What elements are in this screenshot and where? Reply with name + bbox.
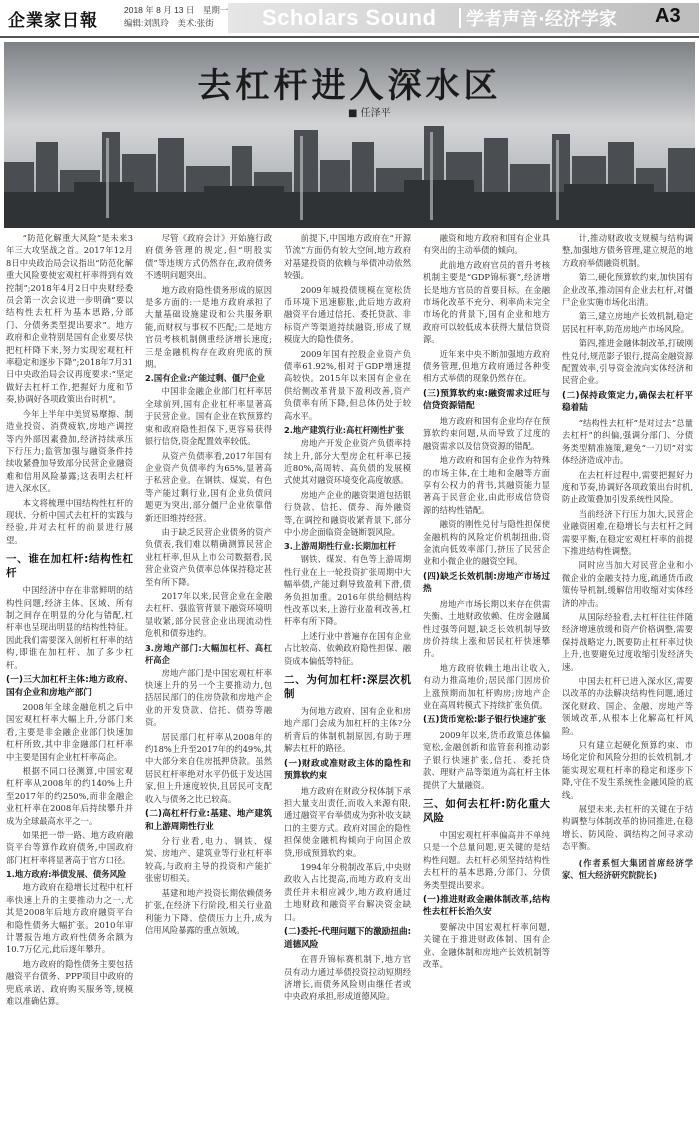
minor-heading: 1.地方政府:举债发展、债务风险 <box>6 869 127 880</box>
paragraph: 中国经济中存在非常鲜明的结构性问题,经济主体、区域、所有制之间存在明显的分化与错配,杠杆率也呈现出明显的结构性特征。因此我们需要深入剖析杠杆率的结构,即谁在加杠杆、加了多少杠杆。 <box>6 585 133 670</box>
paragraph: 1994年分税制改革后,中央财政收入占比提高,而地方政府支出责任并未相应减少,地方政府通过土地财政和融资平台解决资金缺口。 <box>284 862 411 922</box>
paragraph: 同时应当加大对民营企业和小微企业的金融支持力度,疏通货币政策传导机制,缓解信用收缩对实体经济的冲击。 <box>562 560 693 608</box>
section-heading: 二、为何加杠杆:深层次机制 <box>284 674 411 700</box>
editor-credit: 编辑:刘凯玲 美术:张街 <box>124 18 214 28</box>
paragraph: 2008年全球金融危机之后中国宏观杠杆率大幅上升,分部门来看,主要是非金融企业部门快速加杠杆所致,其中非金融部门杠杆率中主要是国有企业杠杆率高企。 <box>6 702 133 762</box>
paragraph: 第三,建立房地产长效机制,稳定居民杠杆率,防范房地产市场风险。 <box>562 311 693 334</box>
paragraph: 地方政府依赖土地出让收入,有动力推高地价;居民部门因房价上涨预期而加杠杆购房;房地产企业在高周转模式下持续扩张负债。 <box>423 662 550 710</box>
header-rule <box>0 36 699 38</box>
author-note: (作者系恒大集团首席经济学家、恒大经济研究院院长) <box>562 857 693 880</box>
newspaper-logo: 企業家日報 <box>8 11 98 31</box>
section-english-title: Scholars Sound <box>262 5 437 30</box>
subsection-heading: (一)三大加杠杆主体:地方政府、国有企业和房地产部门 <box>6 675 133 698</box>
paragraph: 地方政府在稳增长过程中杠杆率快速上升的主要推动力之一,尤其是2008年后地方政府融资平台和隐性债务大幅扩张。2010年审计署报告地方政府性债务余额为10.7万亿元,此后逐年攀升。 <box>6 882 133 955</box>
paragraph: 为何地方政府、国有企业和房地产部门会成为加杠杆的主体?分析背后的体制机制原因,有助于理解去杠杆的路径。 <box>284 706 411 754</box>
paragraph: 由于缺乏民营企业债务的资产负债表,我们难以精确测算民营企业杠杆率,但从上市公司数据看,民营企业资产负债率总体保持稳定甚至有所下降。 <box>145 526 272 587</box>
section-heading: 三、如何去杠杆:防化重大风险 <box>423 797 550 824</box>
subsection-heading: (五)货币宽松:影子银行快速扩张 <box>423 715 547 726</box>
paragraph: 前提下,中国地方政府在“开源节流”方面仍有较大空间,地方政府对基建投资的依赖与举债冲动依然较强。 <box>284 233 411 281</box>
paragraph: 此前地方政府官员的晋升考核机制主要是“GDP锦标赛”,经济增长是地方官员的首要目标。在金融市场化改革不充分、利率尚未完全市场化的背景下,国有企业和地方政府可以较低成本获得大量信贷资源。 <box>423 259 550 345</box>
minor-heading: 3.房地产部门:大幅加杠杆、高杠杆高企 <box>145 642 272 665</box>
text-column-2 <box>145 232 272 1122</box>
hero-image <box>4 42 695 228</box>
section-column-title: 学者声音·经济学家 <box>466 9 617 30</box>
header-meta <box>124 4 228 30</box>
section-heading: 一、谁在加杠杆:结构性杠杆 <box>6 553 133 580</box>
paragraph: 从国际经验看,去杠杆往往伴随经济增速放缓和资产价格调整,需要保持战略定力,既要防止杠杆率过快上升,也要避免过度收缩引发经济失速。 <box>562 611 693 672</box>
paragraph: 尽管《政府会计》开始施行政府债务管理的规定,但“明股实债”等违规方式仍然存在,政府债务不透明问题突出。 <box>145 233 272 281</box>
minor-heading: 2.地产建筑行业:高杠杆刚性扩张 <box>284 425 405 436</box>
paragraph: 分行业看,电力、钢铁、煤炭、房地产、建筑业等行业杠杆率较高,与政府主导的投资和产能扩张密切相关。 <box>145 836 272 884</box>
text-column-1 <box>6 232 133 1122</box>
paragraph: 中国去杠杆已进入深水区,需要以改革的办法解决结构性问题,通过深化财政、国企、金融、房地产等领域改革,从根本上化解高杠杆风险。 <box>562 676 693 736</box>
paragraph: “结构性去杠杆”是对过去“总量去杠杆”的纠偏,强调分部门、分债务类型精准施策,避免“一刀切”对实体经济造成冲击。 <box>562 417 693 466</box>
article-title: 去杠杆进入深水区 <box>197 66 502 106</box>
minor-heading: 3.上游周期性行业:长期加杠杆 <box>284 541 396 552</box>
paragraph: 在晋升锦标赛机制下,地方官员有动力通过举债投资拉动短期经济增长,而债务风险则由继任者或中央政府承担,形成道德风险。 <box>284 954 411 1002</box>
paragraph: 地方政府和国有企业均存在预算软约束问题,从而导致了过度的融资需求以及信贷资源的错配。 <box>423 415 550 451</box>
page-header <box>0 0 699 40</box>
paragraph: 居民部门杠杆率从2008年的约18%上升至2017年的约49%,其中大部分来自住房抵押贷款。虽然居民杠杆率绝对水平仍低于发达国家,但上升速度较快,且居民可支配收入与债务之比已较高。 <box>145 731 272 804</box>
issue-date: 2018 年 8 月 13 日 星期一 <box>124 5 229 15</box>
paragraph: 在去杠杆过程中,需要把握好力度和节奏,协调好各项政策出台时机,防止政策叠加引发系统性风险。 <box>562 469 693 505</box>
paragraph: 地方政府的隐性债务主要包括融资平台债务、PPP项目中政府的兜底承诺、政府购买服务等,规模难以准确估算。 <box>6 958 133 1006</box>
paragraph: 房地产部门是中国宏观杠杆率快速上升的另一个主要推动力,包括居民部门的住房贷款和房地产企业的开发贷款、信托、债券等融资。 <box>145 667 272 728</box>
paragraph: 2017年以来,民营企业在金融去杠杆、强监管背景下融资环境明显收紧,部分民营企业出现流动性危机和债券违约。 <box>145 590 272 639</box>
paragraph: 计,推动财政收支规模与结构调整,加强地方债务管理,建立规范的地方政府举债融资机制。 <box>562 233 693 268</box>
paragraph: 房地产开发企业资产负债率持续上升,部分大型房企杠杆率已接近80%,高周转、高负债的发展模式使其对融资环境变化高度敏感。 <box>284 438 411 486</box>
paragraph: 本文将梳理中国结构性杠杆的现状、分析中国式去杠杆的实践与经验,并对去杠杆的前景进行展望。 <box>6 497 133 545</box>
paragraph: 中国非金融企业部门杠杆率居全球前列,国有企业杠杆率显著高于民营企业。国有企业在软预算约束和政府隐性担保下,更容易获得银行信贷,资金配置效率较低。 <box>145 386 272 447</box>
paragraph: 根据不同口径测算,中国宏观杠杆率从2008年的约140%上升至2017年的约250%,而非金融企业杠杆率在2008年后持续攀升并成为全球最高水平之一。 <box>6 766 133 826</box>
paragraph: 2009年国有控股企业资产负债率61.92%,相对于GDP增速提高较快。2015年以来国有企业在供给侧改革背景下盈利改善,资产负债率有所下降,但总体仍处于较高水平。 <box>284 348 411 421</box>
paragraph: 房地产市场长期以来存在供需失衡、土地财政依赖、住房金融属性过强等问题,缺乏长效机制导致房价持续上涨和居民杠杆快速攀升。 <box>423 598 550 659</box>
subsection-heading: (四)缺乏长效机制:房地产市场过热 <box>423 571 550 595</box>
paragraph: 基建和地产投资长期依赖债务扩张,在经济下行阶段,相关行业盈利能力下降、偿债压力上升,成为信用风险暴露的重点领域。 <box>145 887 272 935</box>
paragraph: 地方政府隐性债务形成的原因是多方面的:一是地方政府承担了大量基础设施建设和公共服务职能,而财权与事权不匹配;二是地方官员考核机制侧重经济增长速度;三是金融机构存在政府兜底的预期。 <box>145 284 272 370</box>
paragraph: 只有建立起硬化预算约束、市场化定价和风险分担的长效机制,才能实现宏观杠杆率的稳定和逐步下降,守住不发生系统性金融风险的底线。 <box>562 740 693 800</box>
paragraph: 地方政府和国有企业作为特殊的市场主体,在土地和金融等方面享有公权力的背书,其融资能力显著高于民营企业,由此形成信贷资源的结构性错配。 <box>423 455 550 515</box>
header-separator <box>459 8 461 28</box>
paragraph: 上述行业中普遍存在国有企业占比较高、依赖政府隐性担保、融资成本偏低等特征。 <box>284 630 411 666</box>
page-number: A3 <box>655 5 681 27</box>
minor-heading: 2.国有企业:产能过剩、僵尸企业 <box>145 373 266 384</box>
paragraph: 当前经济下行压力加大,民营企业融资困难,在稳增长与去杠杆之间需要平衡,在稳定宏观杠杆率的前提下推进结构性调整。 <box>562 508 693 556</box>
subsection-heading: (三)预算软约束:融资需求过旺与信贷资源错配 <box>423 388 550 412</box>
subsection-heading: (二)高杠杆行业:基建、地产建筑和上游周期性行业 <box>145 809 272 832</box>
paragraph: 第二,硬化预算软约束,加快国有企业改革,推动国有企业去杠杆,对僵尸企业实施市场化出清。 <box>562 272 693 308</box>
paragraph: 要解决中国宏观杠杆率问题,关键在于推进财政体制、国有企业、金融体制和房地产长效机制等改革。 <box>423 921 550 970</box>
subsection-heading: (二)委托-代理问题下的激励扭曲:道德风险 <box>284 927 411 950</box>
paragraph: 中国宏观杠杆率偏高并不单纯只是一个总量问题,更关键的是结构性问题。去杠杆必须坚持结构性去杠杆的基本思路,分部门、分债务类型提出要求。 <box>423 829 550 890</box>
article-byline: ■ 任泽平 <box>348 108 391 119</box>
paragraph: 地方政府在财政分权体制下承担大量支出责任,而收入来源有限,通过融资平台举债成为弥补收支缺口的主要方式。政府对国企的隐性担保使金融机构倾向于向国企放贷,形成预算软约束。 <box>284 785 411 858</box>
subsection-heading: (二)保持政策定力,确保去杠杆平稳着陆 <box>562 390 693 414</box>
paragraph: 房地产企业的融资渠道包括银行贷款、信托、债券、海外融资等,在调控和融资收紧背景下,部分中小房企面临资金链断裂风险。 <box>284 489 411 537</box>
paragraph: 第四,推进金融体制改革,打破刚性兑付,规范影子银行,提高金融资源配置效率,引导资金流向实体经济和民营企业。 <box>562 338 693 386</box>
paragraph: 展望未来,去杠杆的关键在于结构调整与体制改革的协同推进,在稳增长、防风险、调结构之间寻求动态平衡。 <box>562 804 693 852</box>
paragraph: 今年上半年中美贸易摩擦、制造业投资、消费疲软,房地产调控等内外部因素叠加,经济持续承压下行压力;监管加强与融资条件持续收紧叠加导致部分民营企业融资难和信用风险暴露;这表明去杠杆进入深水区。 <box>6 408 133 494</box>
paragraph: 融资的刚性兑付与隐性担保使金融机构的风险定价机制扭曲,资金流向低效率部门,挤压了民营企业和小微企业的融资空间。 <box>423 519 550 567</box>
text-column-3 <box>284 232 411 1122</box>
subsection-heading: (一)财政或准财政主体的隐性和预算软约束 <box>284 758 411 782</box>
paragraph: 近年来中央不断加强地方政府债务管理,但地方政府通过各种变相方式举债的现象仍然存在。 <box>423 348 550 384</box>
paragraph: 2009年以来,货币政策总体偏宽松,金融创新和监管套利推动影子银行快速扩张,信托、委托贷款、理财产品等渠道为高杠杆主体提供了大量融资。 <box>423 729 550 790</box>
text-column-5 <box>562 232 693 1122</box>
text-column-4 <box>423 232 550 1122</box>
paragraph: 融资和地方政府和国有企业具有突出的主动举债的倾向。 <box>423 233 550 256</box>
paragraph: 钢铁、煤炭、有色等上游周期性行业在上一轮投资扩张周期中大幅举债,产能过剩导致盈利下滑,债务负担加重。2016年供给侧结构性改革以来,上游行业盈利改善,杠杆率有所下降。 <box>284 554 411 627</box>
paragraph: 如果把一带一路、地方政府融资平台等算作政府债务,中国政府部门杠杆率将显著高于官方口径。 <box>6 830 133 865</box>
paragraph: 2009年城投债规模在宽松货币环境下迅速膨胀,此后地方政府融资平台通过信托、委托贷款、非标资产等渠道持续融资,形成了规模庞大的隐性债务。 <box>284 284 411 345</box>
subsection-heading: (一)推进财政金融体制改革,结构性去杠杆长治久安 <box>423 894 550 918</box>
paragraph: 从资产负债率看,2017年国有企业资产负债率约为65%,显著高于私营企业。在钢铁、煤炭、有色等产能过剩行业,国有企业负债问题更为突出,部分僵尸企业依靠借新还旧维持经营。 <box>145 450 272 523</box>
paragraph: “防范化解重大风险”是未来3年三大攻坚战之首。2017年12月8日中央政治局会议指出“防范化解重大风险要使宏观杠杆率得到有效控制”;2018年4月2日中央财经委员会第一次会议进一步明确“要以结构性去杠杆为基本思路,分部门、分债务类型提出要求”。地方政府和企业特别是国有企业要尽快把杠杆降下来,努力实现宏观杠杆率稳定和逐步下降”;2018年7月31日中央政治局会议再度要求:“坚定做好去杠杆工作,把握好力度和节奏,协调好各项政策出台时机”。 <box>6 233 133 405</box>
